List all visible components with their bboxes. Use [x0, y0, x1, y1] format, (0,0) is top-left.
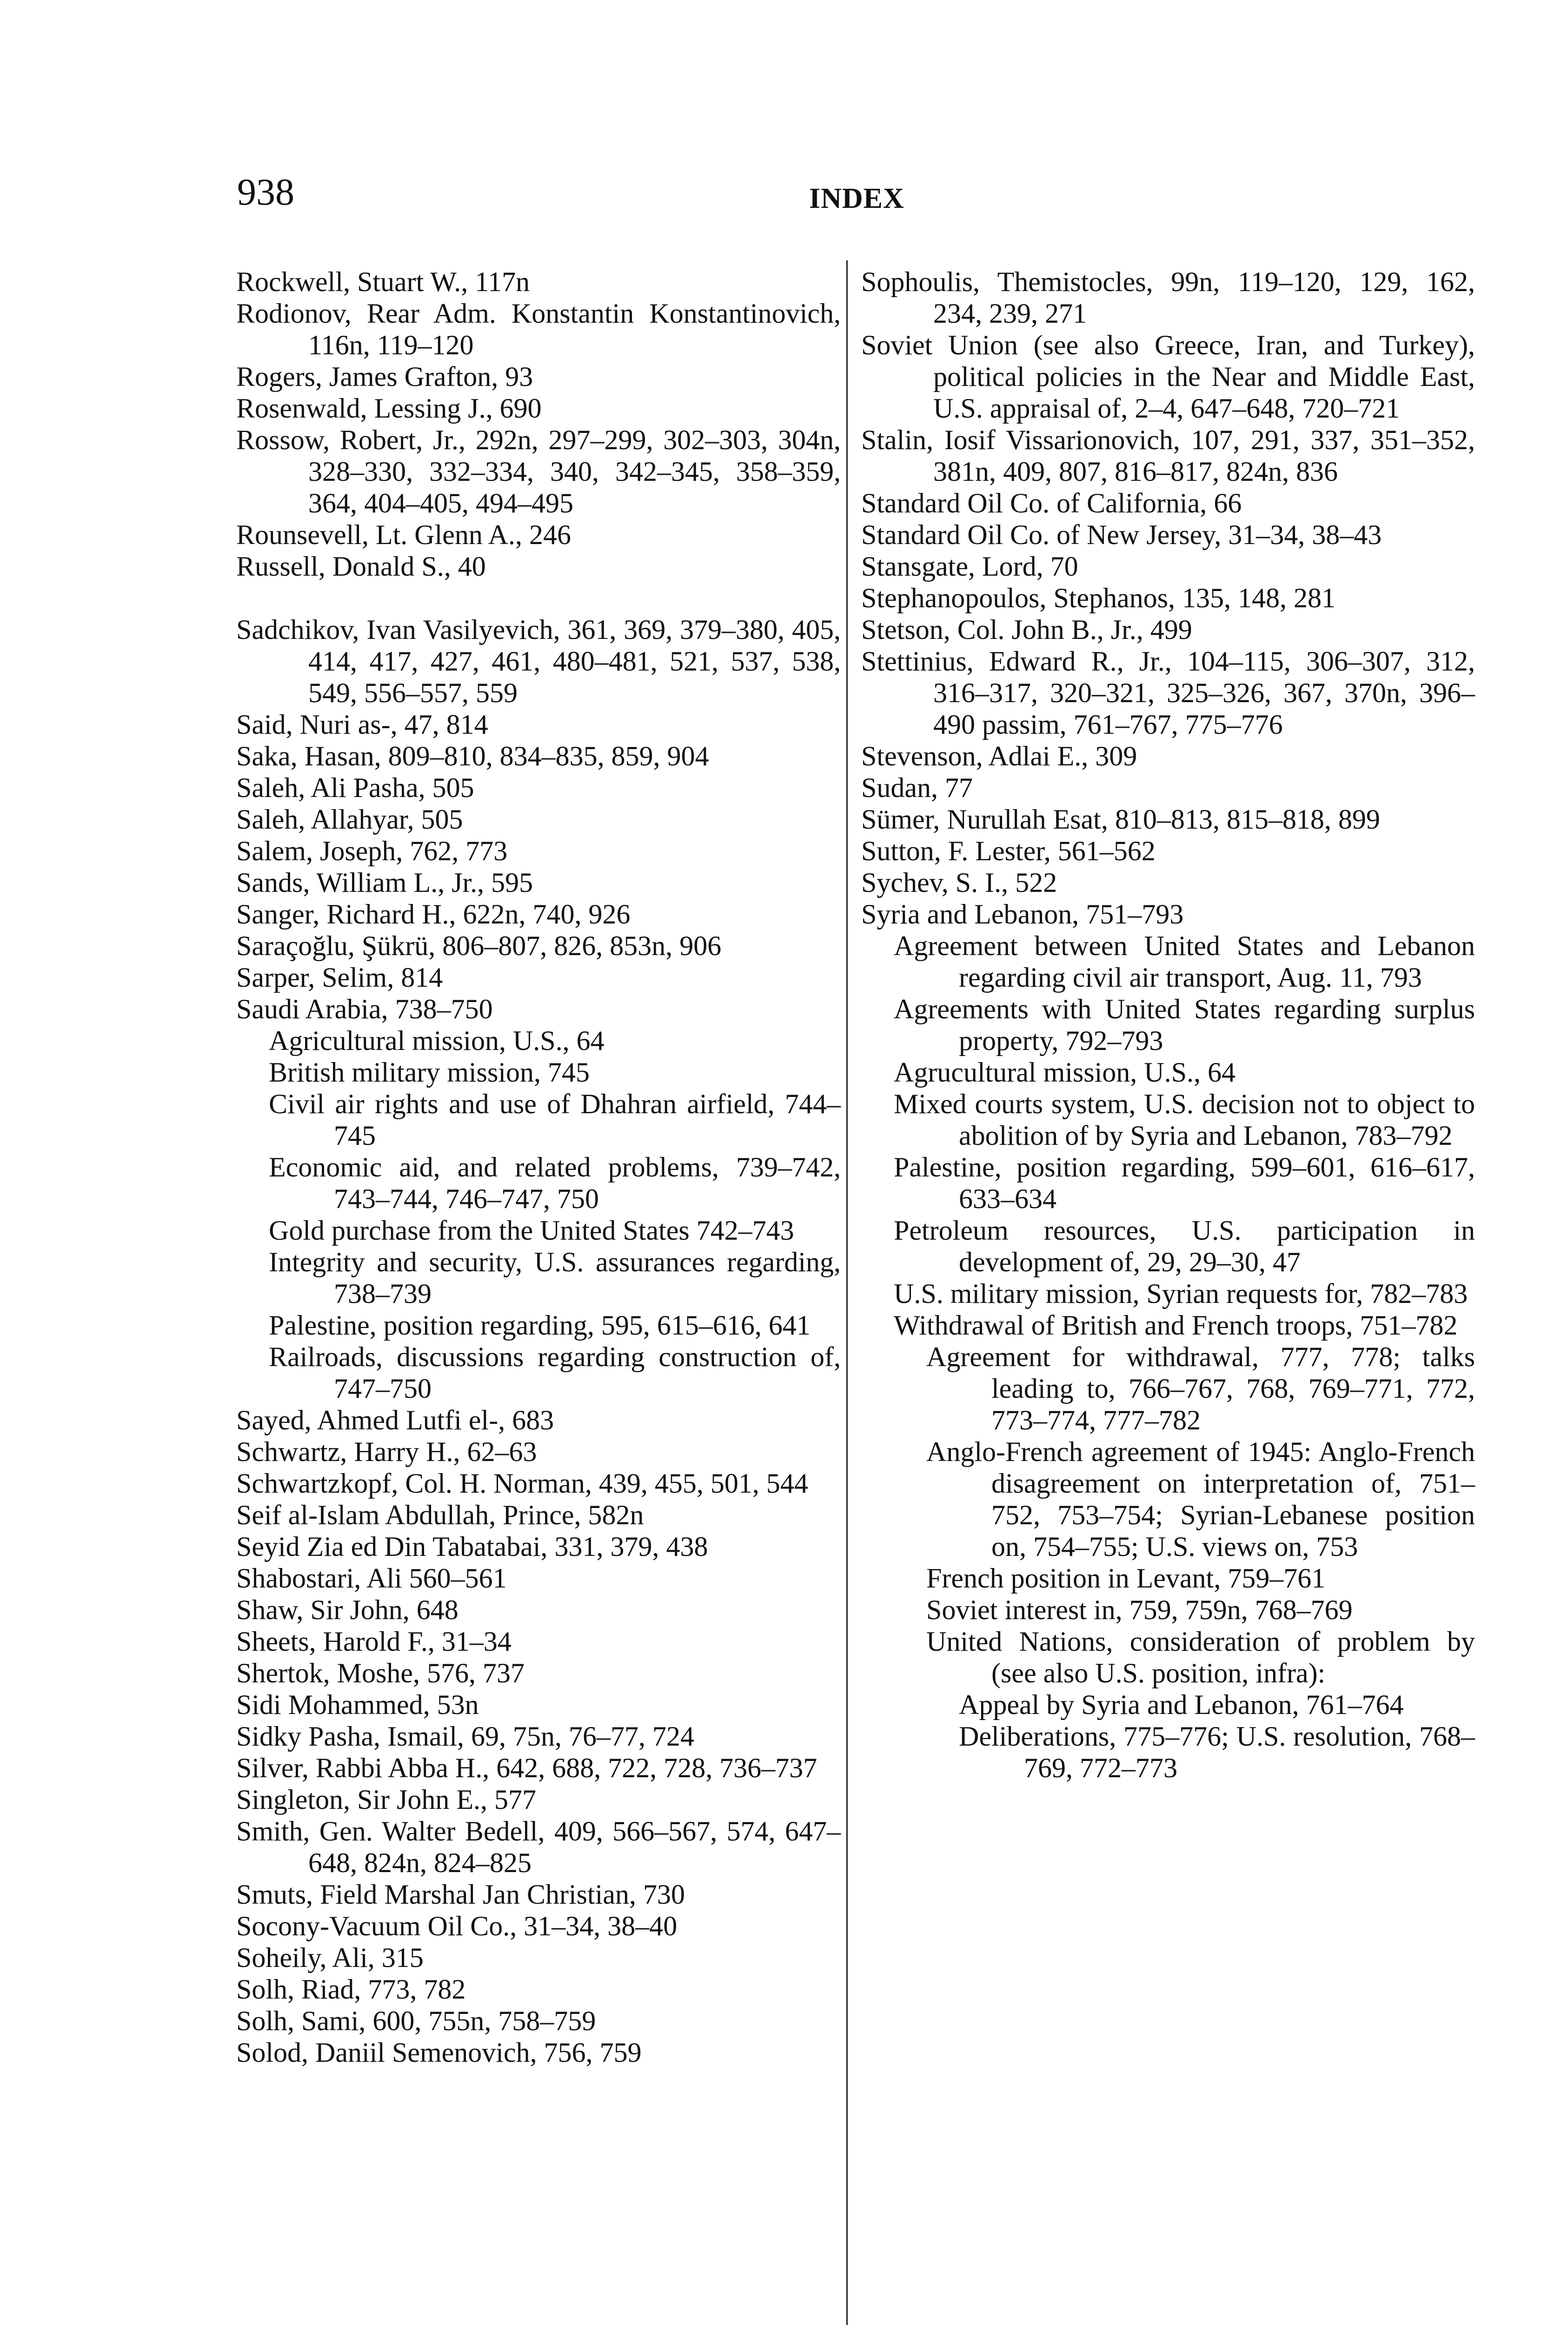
index-entry: Sadchikov, Ivan Vasilyevich, 361, 369, 379–380, 405, 414, 417, 427, 461, 480–481, 521, 537, 538, 549, 556–557, 559: [236, 614, 841, 708]
index-entry: Sheets, Harold F., 31–34: [236, 1626, 512, 1657]
index-entry: Solod, Daniil Semenovich, 756, 759: [236, 2037, 642, 2068]
index-subentry: Economic aid, and related problems, 739–742, 743–744, 746–747, 750: [269, 1152, 841, 1214]
index-entry: Saleh, Ali Pasha, 505: [236, 772, 474, 803]
index-entry: Sidky Pasha, Ismail, 69, 75n, 76–77, 724: [236, 1721, 694, 1752]
index-column-left: [236, 266, 841, 2068]
index-entry: Sayed, Ahmed Lutfi el-, 683: [236, 1405, 554, 1435]
index-entry: Singleton, Sir John E., 577: [236, 1784, 537, 1815]
index-entry: Sudan, 77: [861, 772, 973, 803]
running-head: INDEX: [809, 183, 904, 214]
index-entry: Socony-Vacuum Oil Co., 31–34, 38–40: [236, 1911, 678, 1941]
index-entry: Stetson, Col. John B., Jr., 499: [861, 614, 1192, 645]
index-subentry: Petroleum resources, U.S. participation in development of, 29, 29–30, 47: [894, 1215, 1475, 1277]
index-subentry: Civil air rights and use of Dhahran airfield, 744–745: [269, 1089, 841, 1151]
index-entry: Rosenwald, Lessing J., 690: [236, 393, 542, 424]
index-entry: Solh, Riad, 773, 782: [236, 1974, 466, 2005]
index-entry: Rockwell, Stuart W., 117n: [236, 266, 530, 297]
index-entry: Solh, Sami, 600, 755n, 758–759: [236, 2006, 596, 2036]
index-subentry: Railroads, discussions regarding construction of, 747–750: [269, 1342, 841, 1404]
index-entry: Shaw, Sir John, 648: [236, 1594, 458, 1625]
index-entry: Rogers, James Grafton, 93: [236, 361, 533, 392]
index-entry: Silver, Rabbi Abba H., 642, 688, 722, 728, 736–737: [236, 1753, 817, 1783]
index-subentry: Withdrawal of British and French troops, 751–782: [894, 1310, 1458, 1341]
index-entry: Sutton, F. Lester, 561–562: [861, 836, 1156, 866]
index-column-right: [861, 266, 1475, 1784]
index-entry: Sidi Mohammed, 53n: [236, 1689, 479, 1720]
index-entry: Stansgate, Lord, 70: [861, 551, 1078, 582]
index-subentry: Appeal by Syria and Lebanon, 761–764: [959, 1689, 1404, 1720]
index-entry: Stettinius, Edward R., Jr., 104–115, 306–307, 312, 316–317, 320–321, 325–326, 367, 370n, 396–490 passim, 761–767, 775–776: [861, 646, 1475, 740]
index-subentry: French position in Levant, 759–761: [926, 1563, 1326, 1594]
index-entry: Smuts, Field Marshal Jan Christian, 730: [236, 1879, 685, 1910]
index-subentry: Palestine, position regarding, 595, 615–616, 641: [269, 1310, 811, 1341]
index-entry: Soviet Union (see also Greece, Iran, and Turkey), political policies in the Near and Middle East, U.S. appraisal of, 2–4, 647–648, 720–721: [861, 330, 1475, 424]
index-entry: Saudi Arabia, 738–750: [236, 994, 493, 1024]
index-entry: Schwartzkopf, Col. H. Norman, 439, 455, 501, 544: [236, 1468, 808, 1499]
index-subentry: Palestine, position regarding, 599–601, 616–617, 633–634: [894, 1152, 1475, 1214]
index-subentry: British military mission, 745: [269, 1057, 590, 1088]
index-entry: Sümer, Nurullah Esat, 810–813, 815–818, 899: [861, 804, 1380, 835]
index-entry: Soheily, Ali, 315: [236, 1942, 424, 1973]
index-subentry: Soviet interest in, 759, 759n, 768–769: [926, 1594, 1353, 1625]
index-subentry: Agrucultural mission, U.S., 64: [894, 1057, 1236, 1088]
index-entry: Seyid Zia ed Din Tabatabai, 331, 379, 438: [236, 1531, 708, 1562]
column-divider: [846, 260, 848, 2325]
index-subentry: Mixed courts system, U.S. decision not to object to abolition of by Syria and Lebanon, 783–792: [894, 1089, 1475, 1151]
index-entry: Sands, William L., Jr., 595: [236, 867, 533, 898]
index-entry: Stalin, Iosif Vissarionovich, 107, 291, 337, 351–352, 381n, 409, 807, 816–817, 824n, 836: [861, 425, 1475, 487]
index-entry: Sanger, Richard H., 622n, 740, 926: [236, 899, 631, 930]
index-entry: Saleh, Allahyar, 505: [236, 804, 463, 835]
index-entry: Standard Oil Co. of New Jersey, 31–34, 38–43: [861, 519, 1382, 550]
index-entry: Saka, Hasan, 809–810, 834–835, 859, 904: [236, 741, 709, 771]
index-subentry: Integrity and security, U.S. assurances regarding, 738–739: [269, 1247, 841, 1309]
page-number: 938: [237, 171, 294, 213]
index-subentry: Agreement between United States and Lebanon regarding civil air transport, Aug. 11, 793: [894, 930, 1475, 993]
index-subentry: United Nations, consideration of problem by (see also U.S. position, infra):: [926, 1626, 1475, 1688]
index-entry: Russell, Donald S., 40: [236, 551, 486, 582]
index-entry: Sarper, Selim, 814: [236, 962, 443, 993]
index-entry: Stevenson, Adlai E., 309: [861, 741, 1137, 771]
index-entry: Seif al-Islam Abdullah, Prince, 582n: [236, 1500, 644, 1530]
index-entry: Rossow, Robert, Jr., 292n, 297–299, 302–303, 304n, 328–330, 332–334, 340, 342–345, 358–359, 364, 404–405, 494–495: [236, 425, 841, 518]
index-entry: Sychev, S. I., 522: [861, 867, 1057, 898]
index-entry: Stephanopoulos, Stephanos, 135, 148, 281: [861, 583, 1335, 613]
index-entry: Shabostari, Ali 560–561: [236, 1563, 507, 1594]
index-subentry: Deliberations, 775–776; U.S. resolution, 768–769, 772–773: [959, 1721, 1475, 1783]
index-entry: Said, Nuri as-, 47, 814: [236, 709, 488, 740]
index-entry: Syria and Lebanon, 751–793: [861, 899, 1184, 930]
index-entry: Smith, Gen. Walter Bedell, 409, 566–567, 574, 647–648, 824n, 824–825: [236, 1816, 841, 1878]
index-entry: Sophoulis, Themistocles, 99n, 119–120, 129, 162, 234, 239, 271: [861, 266, 1475, 329]
index-subentry: Agreement for withdrawal, 777, 778; talks leading to, 766–767, 768, 769–771, 772, 773–774, 777–782: [926, 1342, 1475, 1435]
index-subentry: Gold purchase from the United States 742–743: [269, 1215, 794, 1246]
index-entry: Saraçoğlu, Şükrü, 806–807, 826, 853n, 906: [236, 930, 722, 961]
index-subentry: Anglo-French agreement of 1945: Anglo-French disagreement on interpretation of, 751–752, 753–754; Syrian-Lebanese position on, 754–755; U.S. views on, 753: [926, 1436, 1475, 1562]
index-entry: Rodionov, Rear Adm. Konstantin Konstantinovich, 116n, 119–120: [236, 298, 841, 360]
index-entry: Standard Oil Co. of California, 66: [861, 488, 1242, 518]
index-entry: Salem, Joseph, 762, 773: [236, 836, 508, 866]
index-entry: Shertok, Moshe, 576, 737: [236, 1658, 525, 1688]
index-subentry: U.S. military mission, Syrian requests for, 782–783: [894, 1278, 1468, 1309]
index-entry: Schwartz, Harry H., 62–63: [236, 1436, 537, 1467]
index-entry: Rounsevell, Lt. Glenn A., 246: [236, 519, 571, 550]
index-subentry: Agricultural mission, U.S., 64: [269, 1025, 605, 1056]
index-subentry: Agreements with United States regarding surplus property, 792–793: [894, 994, 1475, 1056]
